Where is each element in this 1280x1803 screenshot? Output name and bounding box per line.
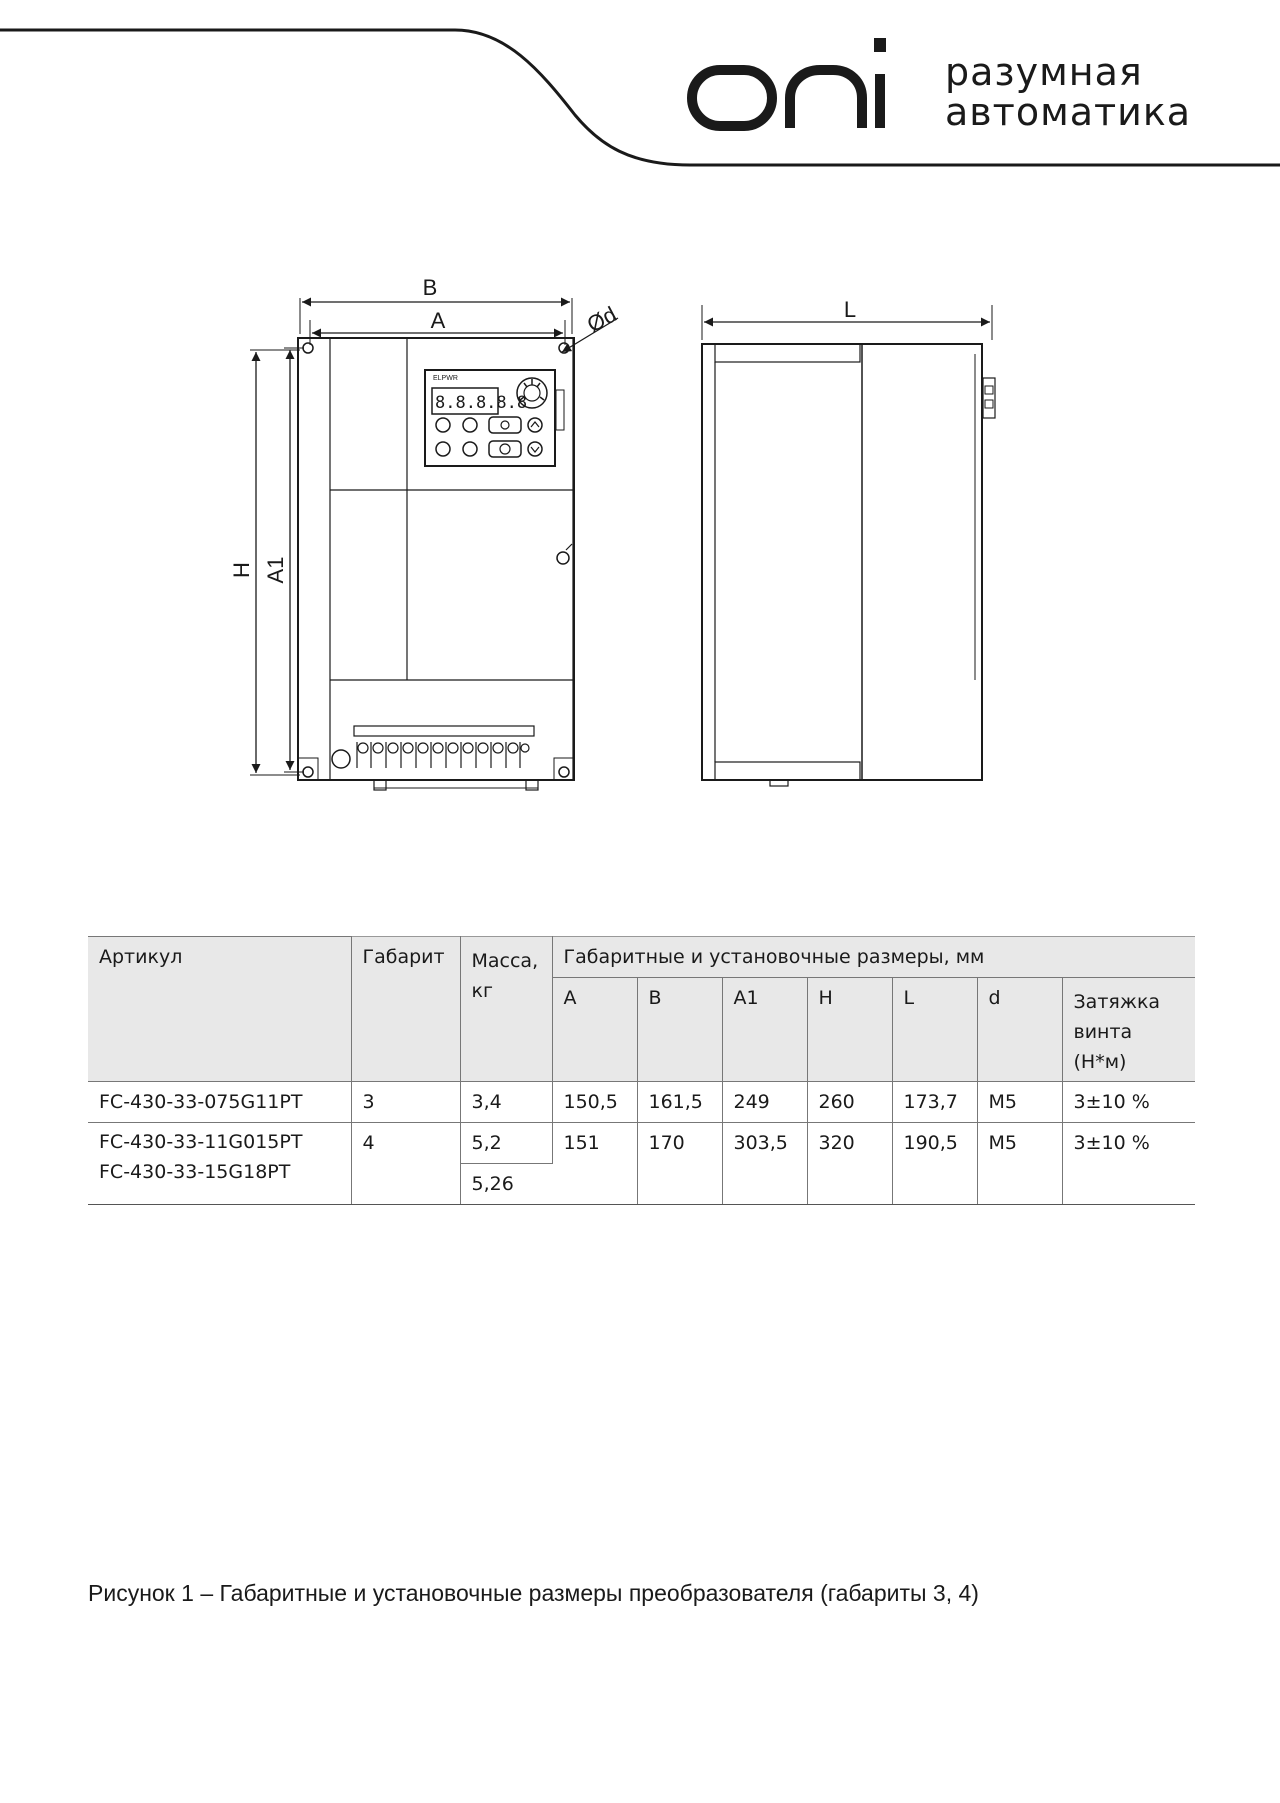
cell-a: 151 — [552, 1123, 637, 1205]
cell-d: M5 — [977, 1082, 1062, 1123]
front-view — [229, 275, 620, 790]
cell-b: 170 — [637, 1123, 722, 1205]
cell-b: 161,5 — [637, 1082, 722, 1123]
figure-caption: Рисунок 1 – Габаритные и установочные размеры преобразователя (габариты 3, 4) — [88, 1580, 979, 1606]
col-mass-header: Масса, кг — [460, 937, 552, 1082]
col-frame-header: Габарит — [351, 937, 460, 1082]
col-torque-header: Затяжка винта (Н*м) — [1062, 978, 1195, 1082]
dim-b-label: B — [422, 275, 438, 300]
col-h-header: H — [807, 978, 892, 1082]
spec-table — [88, 936, 1195, 1205]
dim-a-label: A — [430, 308, 446, 333]
cell-d: M5 — [977, 1123, 1062, 1205]
cell-mass: 5,26 — [460, 1164, 552, 1205]
col-b-header: B — [637, 978, 722, 1082]
cell-article: FC-430-33-11G015PT FC-430-33-15G18PT — [88, 1123, 351, 1205]
cell-article: FC-430-33-075G11PT — [88, 1082, 351, 1123]
table-row — [88, 1123, 1195, 1164]
dim-d-label: Ød — [582, 301, 621, 338]
col-a-header: A — [552, 978, 637, 1082]
keypad-display-value: 8.8.8.8.8 — [435, 393, 528, 413]
dim-a1-label: A1 — [263, 556, 288, 584]
cell-a1: 249 — [722, 1082, 807, 1123]
tagline-line1: разумная — [945, 50, 1143, 94]
cell-torque: 3±10 % — [1062, 1123, 1195, 1205]
col-l-header: L — [892, 978, 977, 1082]
tagline-line2: автоматика — [945, 90, 1192, 134]
col-article-header: Артикул — [88, 937, 351, 1082]
oni-logo — [692, 70, 880, 128]
brand-tagline — [945, 52, 1191, 132]
dim-l-label: L — [843, 297, 857, 322]
dim-h-label: H — [229, 562, 254, 578]
cell-mass: 3,4 — [460, 1082, 552, 1123]
side-view — [702, 297, 995, 786]
cell-frame: 3 — [351, 1082, 460, 1123]
cell-torque: 3±10 % — [1062, 1082, 1195, 1123]
table-row — [88, 1082, 1195, 1123]
cell-a1: 303,5 — [722, 1123, 807, 1205]
cell-h: 320 — [807, 1123, 892, 1205]
keypad-brand: ELPWR — [433, 375, 458, 382]
logo-dot — [874, 38, 886, 52]
col-dims-group-header: Габаритные и установочные размеры, мм — [552, 937, 1195, 978]
cell-h: 260 — [807, 1082, 892, 1123]
cell-frame: 4 — [351, 1123, 460, 1205]
cell-mass: 5,2 — [460, 1123, 552, 1164]
cell-l: 173,7 — [892, 1082, 977, 1123]
dimension-drawing — [0, 250, 1280, 810]
cell-l: 190,5 — [892, 1123, 977, 1205]
col-a1-header: A1 — [722, 978, 807, 1082]
col-d-header: d — [977, 978, 1062, 1082]
cell-a: 150,5 — [552, 1082, 637, 1123]
